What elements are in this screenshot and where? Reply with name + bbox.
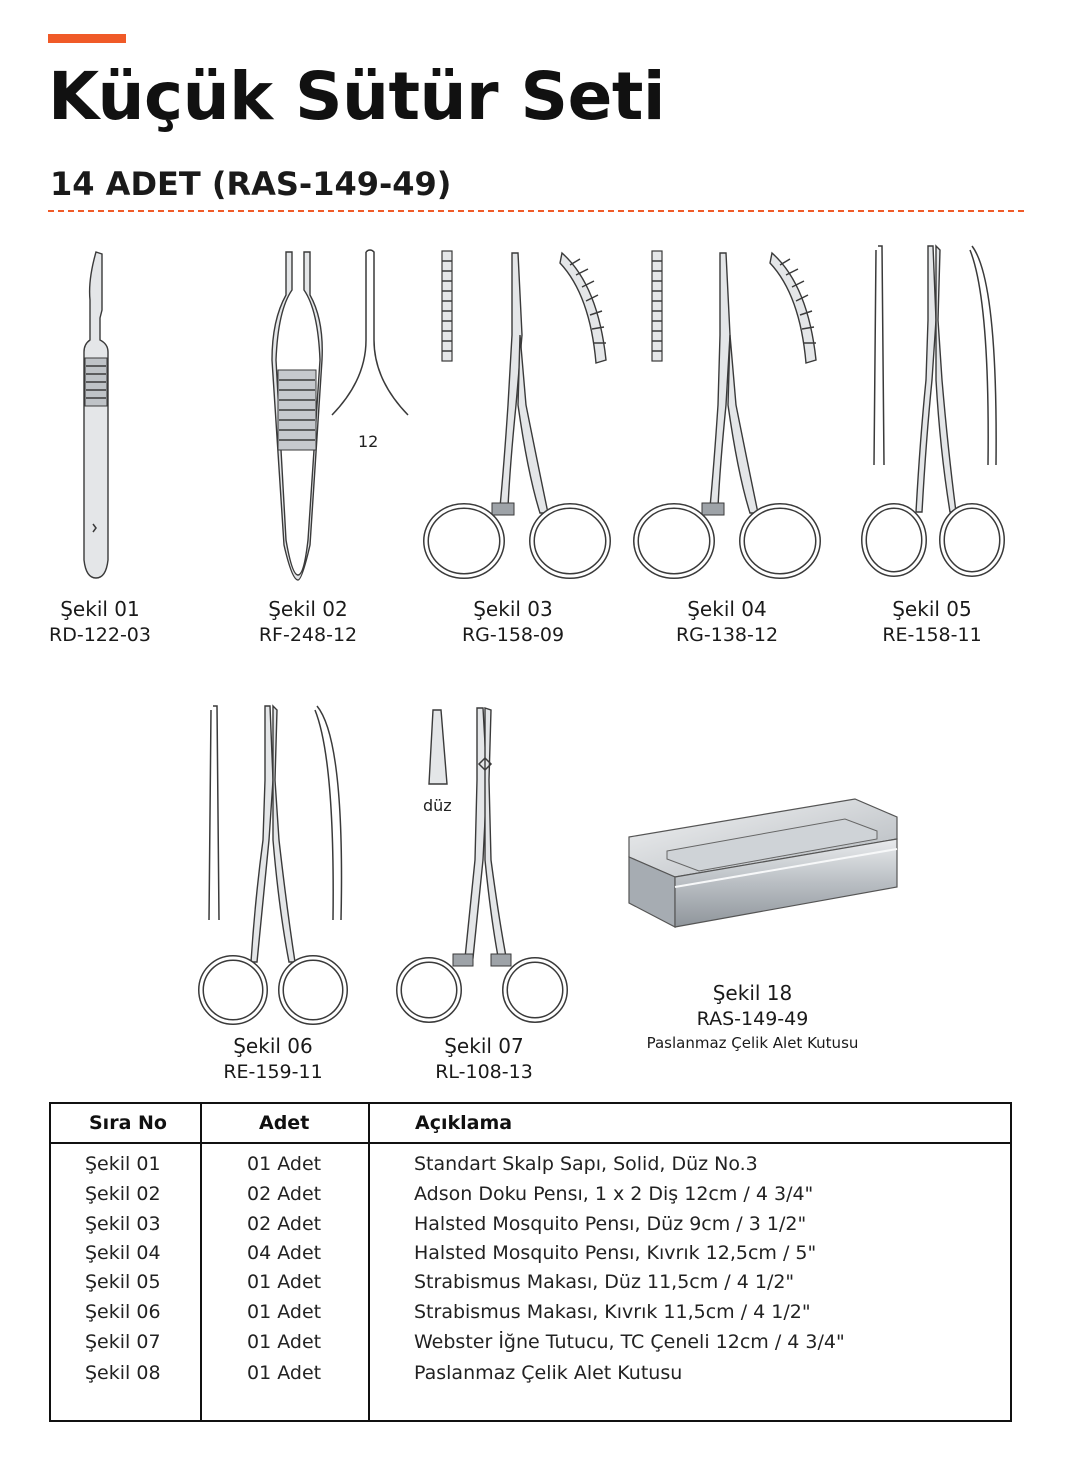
figure-03: [420, 245, 615, 585]
strabismus-scissors-curved-icon: [195, 700, 355, 1030]
row-adet: 02 Adet: [247, 1213, 322, 1235]
figure-01-caption: [30, 596, 170, 648]
page-subtitle: 14 ADET (RAS-149-49): [50, 165, 452, 203]
row-sira-no: Şekil 01: [85, 1153, 161, 1175]
row-aciklama: Halsted Mosquito Pensı, Düz 9cm / 3 1/2": [414, 1213, 807, 1235]
row-aciklama: Webster İğne Tutucu, TC Çeneli 12cm / 4 3/4": [414, 1331, 845, 1353]
mosquito-forceps-curved-icon: [630, 245, 825, 585]
figure-05-caption: [862, 596, 1002, 648]
figure-04: [630, 245, 825, 585]
table-header-adet: Adet: [259, 1112, 310, 1134]
figure-03-name: Şekil 03: [473, 597, 553, 621]
row-adet: 01 Adet: [247, 1362, 322, 1384]
figure-07-caption: [414, 1033, 554, 1085]
row-aciklama: Strabismus Makası, Düz 11,5cm / 4 1/2": [414, 1271, 795, 1293]
row-adet: 01 Adet: [247, 1301, 322, 1323]
figure-18-code: RAS-149-49: [696, 1008, 809, 1030]
row-sira-no: Şekil 03: [85, 1213, 161, 1235]
figure-05: [860, 240, 1010, 585]
table-row: [51, 1242, 1010, 1272]
table-row: [51, 1153, 1010, 1183]
row-aciklama: Paslanmaz Çelik Alet Kutusu: [414, 1362, 683, 1384]
figure-06-caption: [203, 1033, 343, 1085]
figure-18-description: Paslanmaz Çelik Alet Kutusu: [646, 1034, 859, 1052]
row-sira-no: Şekil 02: [85, 1183, 161, 1205]
table-header-divider: [51, 1142, 1010, 1144]
figure-02-name: Şekil 02: [268, 597, 348, 621]
table-row: [51, 1183, 1010, 1213]
contents-table: [49, 1102, 1012, 1422]
row-sira-no: Şekil 06: [85, 1301, 161, 1323]
row-sira-no: Şekil 07: [85, 1331, 161, 1353]
dashed-divider: [48, 210, 1024, 212]
figure-03-caption: [443, 596, 583, 648]
table-row: [51, 1213, 1010, 1243]
figure-02-code: RF-248-12: [258, 624, 358, 646]
row-sira-no: Şekil 08: [85, 1362, 161, 1384]
table-row: [51, 1301, 1010, 1331]
row-adet: 01 Adet: [247, 1271, 322, 1293]
row-aciklama: Adson Doku Pensı, 1 x 2 Diş 12cm / 4 3/4": [414, 1183, 814, 1205]
row-adet: 01 Adet: [247, 1331, 322, 1353]
page-title: Küçük Sütür Seti: [48, 58, 666, 135]
figure-07-detail-label: düz: [423, 796, 452, 815]
row-aciklama: Strabismus Makası, Kıvrık 11,5cm / 4 1/2": [414, 1301, 811, 1323]
figure-01-code: RD-122-03: [49, 624, 151, 646]
figure-04-caption: [657, 596, 797, 648]
tissue-forceps-icon: [262, 240, 422, 585]
figure-04-name: Şekil 04: [687, 597, 767, 621]
table-header-aciklama: Açıklama: [415, 1112, 513, 1134]
figure-01: [60, 240, 150, 585]
row-aciklama: Standart Skalp Sapı, Solid, Düz No.3: [414, 1153, 758, 1175]
table-row: [51, 1271, 1010, 1301]
needle-holder-icon: [395, 700, 575, 1030]
steel-instrument-box-icon: [625, 795, 905, 935]
mosquito-forceps-straight-icon: [420, 245, 615, 585]
figure-05-code: RE-158-11: [882, 624, 982, 646]
figure-06: [195, 700, 355, 1030]
figure-05-name: Şekil 05: [892, 597, 972, 621]
row-sira-no: Şekil 05: [85, 1271, 161, 1293]
figure-02-caption: [238, 596, 378, 648]
row-adet: 04 Adet: [247, 1242, 322, 1264]
figure-06-name: Şekil 06: [233, 1034, 313, 1058]
figure-02: [262, 240, 422, 585]
table-row: [51, 1362, 1010, 1392]
figure-07: [395, 700, 575, 1030]
figure-04-code: RG-138-12: [675, 624, 779, 646]
scalpel-handle-icon: [60, 240, 150, 585]
figure-18-name: Şekil 18: [712, 981, 793, 1005]
figure-02-detail-label: 12: [358, 432, 379, 451]
figure-03-code: RG-158-09: [461, 624, 565, 646]
figure-07-code: RL-108-13: [435, 1061, 533, 1083]
accent-bar: [48, 34, 126, 43]
row-sira-no: Şekil 04: [85, 1242, 161, 1264]
row-adet: 02 Adet: [247, 1183, 322, 1205]
row-adet: 01 Adet: [247, 1153, 322, 1175]
figure-06-code: RE-159-11: [223, 1061, 323, 1083]
row-aciklama: Halsted Mosquito Pensı, Kıvrık 12,5cm / 5": [414, 1242, 817, 1264]
figure-18-caption: [630, 980, 875, 1054]
figure-07-name: Şekil 07: [444, 1034, 524, 1058]
table-row: [51, 1331, 1010, 1361]
figure-01-name: Şekil 01: [60, 597, 140, 621]
strabismus-scissors-straight-icon: [860, 240, 1010, 585]
table-header-sira-no: Sıra No: [89, 1112, 167, 1134]
figure-18: [625, 795, 905, 935]
